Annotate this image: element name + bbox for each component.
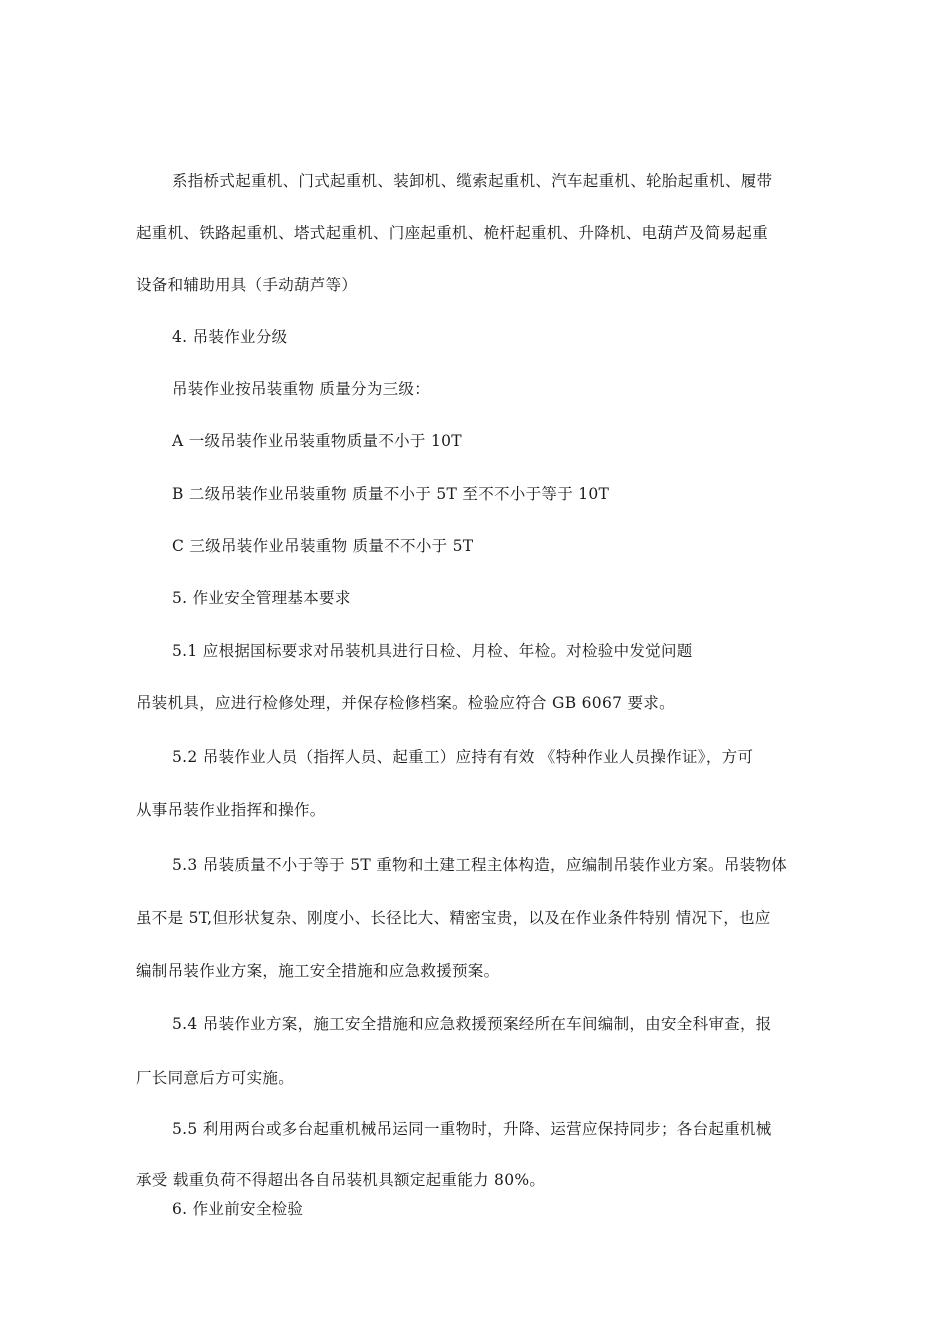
paragraph-line: 承受 载重负荷不得超出各自吊装机具额定起重能力 80%。	[136, 1171, 546, 1189]
paragraph-line: 虽不是 5T,但形状复杂、刚度小、长径比大、精密宝贵，以及在作业条件特别 情况下，也应	[136, 909, 771, 927]
list-item: B 二级吊装作业吊装重物 质量不小于 5T 至不不小于等于 10T	[172, 485, 610, 503]
paragraph-line: 5.1 应根据国标要求对吊装机具进行日检、月检、年检。对检验中发觉问题	[172, 642, 693, 660]
paragraph-line: 从事吊装作业指挥和操作。	[136, 801, 326, 819]
section-heading: 4. 吊装作业分级	[172, 328, 288, 346]
paragraph-line: 5.5 利用两台或多台起重机械吊运同一重物时，升降、运营应保持同步；各台起重机械	[172, 1120, 772, 1138]
paragraph-line: 吊装作业按吊装重物 质量分为三级：	[172, 380, 431, 398]
paragraph-line: 5.3 吊装质量不小于等于 5T 重物和土建工程主体构造，应编制吊装作业方案。吊装物体	[172, 856, 788, 874]
paragraph-line: 设备和辅助用具（手动葫芦等）	[136, 276, 358, 294]
list-item: A 一级吊装作业吊装重物质量不小于 10T	[172, 432, 462, 450]
section-heading: 5. 作业安全管理基本要求	[172, 589, 351, 607]
paragraph-line: 5.4 吊装作业方案，施工安全措施和应急救援预案经所在车间编制，由安全科审查，报	[172, 1015, 772, 1033]
paragraph-line: 编制吊装作业方案，施工安全措施和应急救援预案。	[136, 962, 500, 980]
paragraph-line: 起重机、铁路起重机、塔式起重机、门座起重机、桅杆起重机、升降机、电葫芦及简易起重	[136, 224, 769, 242]
list-item: C 三级吊装作业吊装重物 质量不不小于 5T	[172, 537, 474, 555]
paragraph-line: 吊装机具，应进行检修处理，并保存检修档案。检验应符合 GB 6067 要求。	[136, 694, 675, 712]
section-heading: 6. 作业前安全检验	[172, 1200, 304, 1218]
paragraph-line: 系指桥式起重机、门式起重机、装卸机、缆索起重机、汽车起重机、轮胎起重机、履带	[172, 172, 773, 190]
paragraph-line: 5.2 吊装作业人员（指挥人员、起重工）应持有有效 《特种作业人员操作证》，方可	[172, 748, 754, 766]
paragraph-line: 厂长同意后方可实施。	[136, 1069, 295, 1087]
